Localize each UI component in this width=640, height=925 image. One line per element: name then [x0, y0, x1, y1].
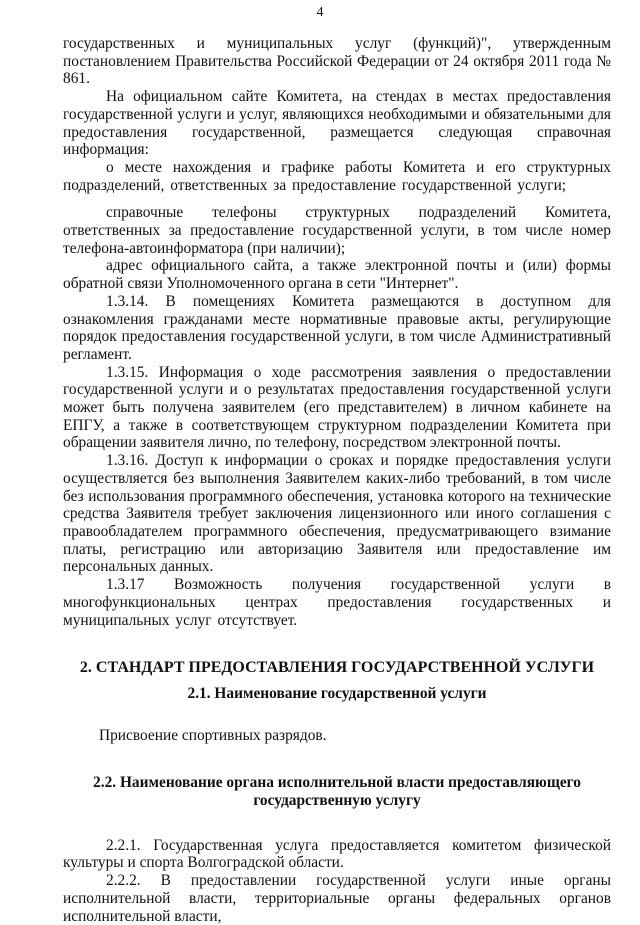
section-2-title: 2. СТАНДАРТ ПРЕДОСТАВЛЕНИЯ ГОСУДАРСТВЕННОЙ УСЛУГИ: [79, 659, 595, 677]
paragraph-1-3-16: 1.3.16. Доступ к информации о сроках и порядке предоставления услуги осуществляется без выполнения Заявителем каких-либо требований, в том числе без использования программного обеспечения, установка которого на технические средства Заявителя требует заключения лицензионного или иного соглашения с правообладателем программного обеспечения, предусматривающего взимание платы, регистрацию или авторизацию Заявителя или предоставление им персональных данных.: [63, 452, 611, 576]
section-2-1-title: 2.1. Наименование государственной услуги: [187, 684, 487, 702]
paragraph-1-3-14: 1.3.14. В помещениях Комитета размещаются в доступном для ознакомления гражданами месте нормативные правовые акты, регулирующие порядок предоставления государственной услуги, в том числе Административный регламент.: [63, 292, 611, 363]
page-number: 4: [316, 5, 324, 20]
section-2-2-title-line2: государственную услугу: [253, 792, 421, 810]
paragraph-1-3-17: 1.3.17 Возможность получения государственной услуги в многофункциональных центрах предоставления государственных и муниципальных услуг отсутствует.: [63, 576, 611, 629]
paragraph-official-site-info: На официальном сайте Комитета, на стендах в местах предоставления государственной услуги и услуг, являющихся необходимыми и обязательными для предоставления государственной, размещается следующая справочная информация:: [63, 88, 611, 159]
section-2-2-title-line1: 2.2. Наименование органа исполнительной власти предоставляющего: [93, 774, 581, 792]
section-2-1-text: Присвоение спортивных разрядов.: [99, 726, 327, 744]
paragraph-phones: справочные телефоны структурных подразделений Комитета, ответственных за предоставление государственной услуги, в том числе номер телефона-автоинформатора (при наличии);: [63, 204, 611, 257]
section-2-2-title: [63, 774, 611, 809]
paragraph-1-3-15: 1.3.15. Информация о ходе рассмотрения заявления о предоставлении государственной услуги и о результатах предоставления государственной услуги может быть получена заявителем (его представителем) в личном кабинете на ЕПГУ, а также в соответствующем структурном подразделении Комитета при обращении заявителя лично, по телефону, посредством электронной почты.: [63, 363, 611, 452]
paragraph-website-email: адрес официального сайта, а также электронной почты и (или) формы обратной связи Уполномоченного органа в сети "Интернет".: [63, 257, 611, 293]
paragraph-location-schedule: о месте нахождения и графике работы Комитета и его структурных подразделений, ответственных за предоставление государственной услуги;: [63, 158, 611, 194]
paragraph-2-2-2: 2.2.2. В предоставлении государственной услуги иные органы исполнительной власти, территориальные органы федеральных органов исполнительной власти,: [63, 872, 611, 925]
paragraph-2-2-1: 2.2.1. Государственная услуга предоставляется комитетом физической культуры и спорта Волгоградской области.: [63, 836, 611, 872]
document-body: [63, 35, 611, 925]
paragraph-continuation: государственных и муниципальных услуг (функций)", утвержденным постановлением Правительства Российской Федерации от 24 октября 2011 года № 861.: [63, 35, 611, 88]
